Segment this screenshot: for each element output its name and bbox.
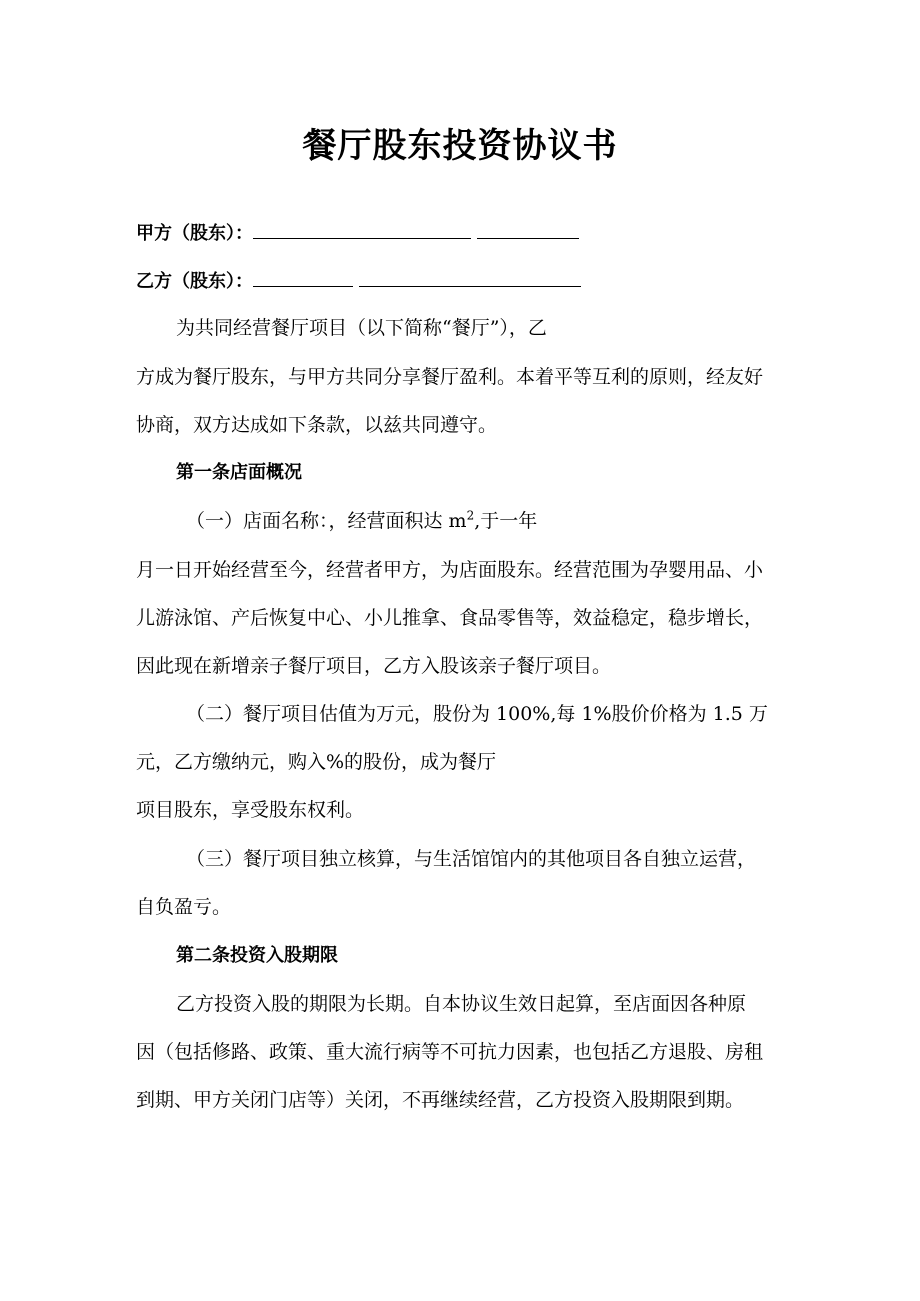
intro-line-2: 方成为餐厅股东，与甲方共同分享餐厅盈利。本着平等互利的原则，经友好	[136, 366, 764, 388]
party-b-line	[136, 268, 581, 294]
document-title: 餐厅股东投资协议书	[302, 126, 618, 166]
article1-item1-line-3: 儿游泳馆、产后恢复中心、小儿推拿、食品零售等，效益稳定，稳步增长，	[136, 607, 764, 629]
article1-item2-line-2: 元，乙方缴纳元，购入%的股份，成为餐厅	[136, 751, 497, 773]
party-a-blank-2	[477, 220, 579, 239]
party-a-blank-1	[253, 220, 471, 239]
intro-line-3: 协商，双方达成如下条款，以兹共同遵守。	[136, 414, 498, 436]
intro-line-1: 为共同经营餐厅项目（以下简称“餐厅”），乙	[176, 317, 547, 339]
article2-line-3: 到期、甲方关闭门店等）关闭，不再继续经营，乙方投资入股期限到期。	[136, 1089, 745, 1111]
article1-item1-line-1	[186, 509, 537, 533]
article1-item2-line-1: （二）餐厅项目估值为万元，股份为 100%,每 1%股价价格为 1.5 万	[186, 703, 768, 725]
area-superscript: 2	[466, 508, 475, 523]
party-b-blank-1	[253, 268, 353, 287]
article1-item2-line-3: 项目股东，享受股东权利。	[136, 799, 365, 821]
article2-heading: 第二条投资入股期限	[176, 945, 338, 966]
article1-item3-line-2: 自负盈亏。	[136, 896, 232, 918]
article1-heading: 第一条店面概况	[176, 462, 302, 483]
article2-line-2: 因（包括修路、政策、重大流行病等不可抗力因素，也包括乙方退股、房租	[136, 1041, 764, 1063]
area-text: （一）店面名称：，经营面积达 m	[186, 510, 467, 532]
party-a-label: 甲方（股东）：	[136, 223, 253, 244]
article1-item1-line-2: 月一日开始经营至今，经营者甲方，为店面股东。经营范围为孕婴用品、小	[136, 559, 764, 581]
article2-line-1: 乙方投资入股的期限为长期。自本协议生效日起算，至店面因各种原	[176, 993, 747, 1015]
party-b-blank-2	[359, 268, 581, 287]
article1-item3-line-1: （三）餐厅项目独立核算，与生活馆馆内的其他项目各自独立运营，	[186, 848, 757, 870]
party-a-line	[136, 220, 579, 246]
party-b-label: 乙方（股东）：	[136, 271, 253, 292]
article1-item1-line-4: 因此现在新增亲子餐厅项目，乙方入股该亲子餐厅项目。	[136, 655, 612, 677]
date-text: ,于一年	[474, 510, 538, 532]
